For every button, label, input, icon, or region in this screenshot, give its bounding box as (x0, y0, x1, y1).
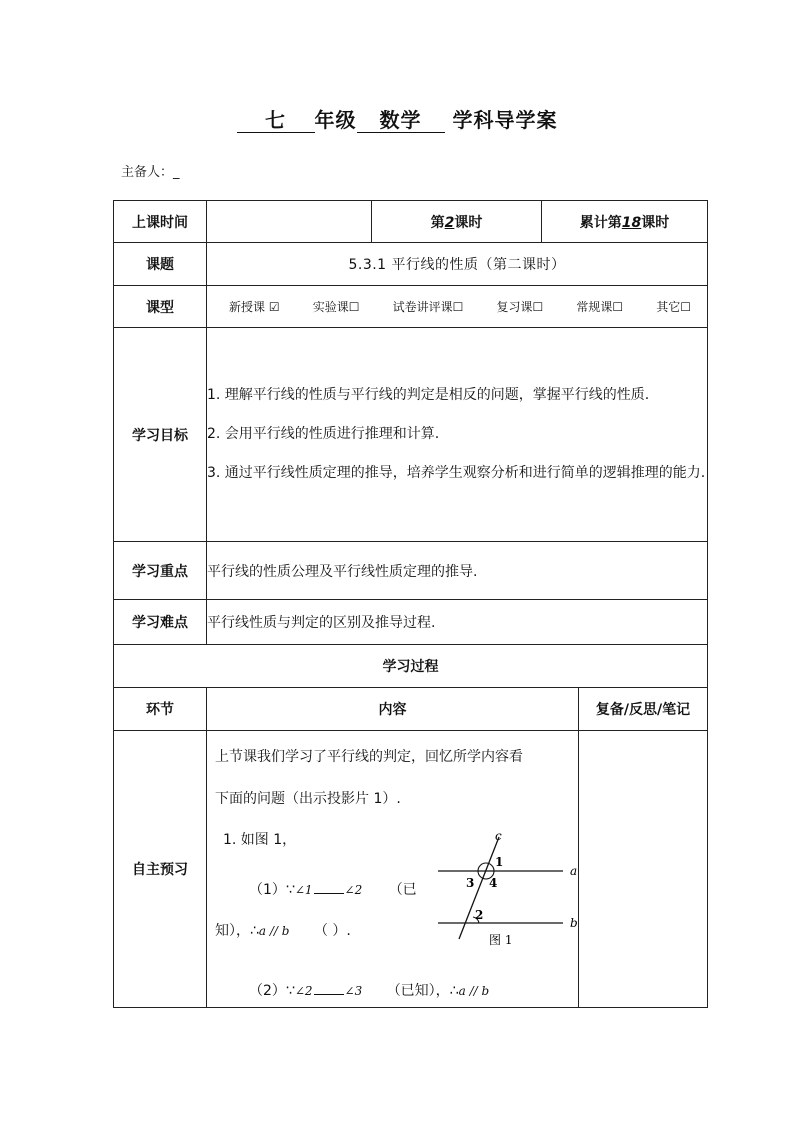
intro-line-1: 上节课我们学习了平行线的判定，回忆所学内容看 (215, 749, 523, 765)
column-header-notes: 复备/反思/笔记 (579, 688, 708, 731)
intro-line-2: 下面的问题（出示投影片 1）. (215, 791, 401, 807)
time-label: 上课时间 (114, 201, 207, 243)
question-1: 1. 如图 1， (223, 832, 297, 848)
document-title (0, 104, 794, 133)
difficulty-label: 学习难点 (114, 600, 207, 645)
topic-value: 5.3.1 平行线的性质（第二课时） (207, 243, 708, 286)
label-c: c (495, 829, 502, 843)
preview-content (207, 731, 579, 1008)
goals-list (207, 328, 708, 542)
difficulty-row (114, 600, 708, 645)
column-header-content: 内容 (207, 688, 579, 731)
type-label: 课型 (114, 286, 207, 328)
goal-item: 1. 理解平行线的性质与平行线的判定是相反的问题，掌握平行线的性质. (207, 387, 650, 403)
type-option-exam-review: 试卷讲评课☐ (392, 300, 464, 314)
key-value: 平行线的性质公理及平行线性质定理的推导. (207, 542, 708, 600)
question-1b: （2）∵∠2 ∠3 （已知），∴a // b (249, 983, 490, 999)
preview-row (114, 731, 708, 1008)
type-option-new: 新授课 ☑ (229, 300, 280, 314)
parallel-lines-figure (433, 828, 583, 956)
column-header-row (114, 688, 708, 731)
question-1a-cont: 知），∴a // b （ ）. (215, 923, 351, 939)
figure-caption: 图 1 (489, 933, 513, 947)
type-option-other: 其它☐ (656, 300, 691, 314)
type-row (114, 286, 708, 328)
type-option-regular: 常规课☐ (576, 300, 624, 314)
topic-label: 课题 (114, 243, 207, 286)
schedule-row (114, 201, 708, 243)
label-angle-1: 1 (495, 855, 504, 869)
topic-row (114, 243, 708, 286)
grade-value: 七 (237, 108, 315, 133)
type-options (207, 286, 708, 328)
preview-label: 自主预习 (114, 731, 207, 1008)
notes-cell[interactable] (579, 731, 708, 1008)
key-row (114, 542, 708, 600)
period-number: 2 (444, 214, 455, 231)
goals-label: 学习目标 (114, 328, 207, 542)
subject-value: 数学 (357, 108, 445, 133)
label-a: a (570, 864, 578, 878)
question-1a: （1）∵∠1 ∠2 （已 (249, 882, 417, 898)
total-number: 18 (621, 214, 642, 231)
time-value (207, 201, 372, 243)
label-angle-2: 2 (475, 908, 484, 922)
label-angle-3: 3 (466, 876, 475, 890)
goal-item: 2. 会用平行线的性质进行推理和计算. (207, 426, 440, 442)
goals-row (114, 328, 708, 542)
answer-blank[interactable] (314, 893, 344, 894)
goal-item: 3. 通过平行线性质定理的推导，培养学生观察分析和进行简单的逻辑推理的能力. (207, 465, 706, 481)
grade-label: 年级 (314, 108, 357, 132)
process-header-row (114, 645, 708, 688)
label-b: b (570, 916, 578, 930)
process-header: 学习过程 (114, 645, 708, 688)
difficulty-value: 平行线性质与判定的区别及推导过程. (207, 600, 708, 645)
label-angle-4: 4 (489, 876, 498, 890)
period-cell: 第2课时 (372, 201, 542, 243)
type-option-experiment: 实验课☐ (312, 300, 360, 314)
type-option-revision: 复习课☐ (496, 300, 544, 314)
column-header-stage: 环节 (114, 688, 207, 731)
answer-blank[interactable] (314, 994, 344, 995)
doc-type: 学科导学案 (452, 108, 558, 132)
total-cell: 累计第18课时 (542, 201, 708, 243)
author-line: 主备人：_ (121, 165, 180, 180)
key-label: 学习重点 (114, 542, 207, 600)
lesson-plan-table (113, 200, 708, 1008)
